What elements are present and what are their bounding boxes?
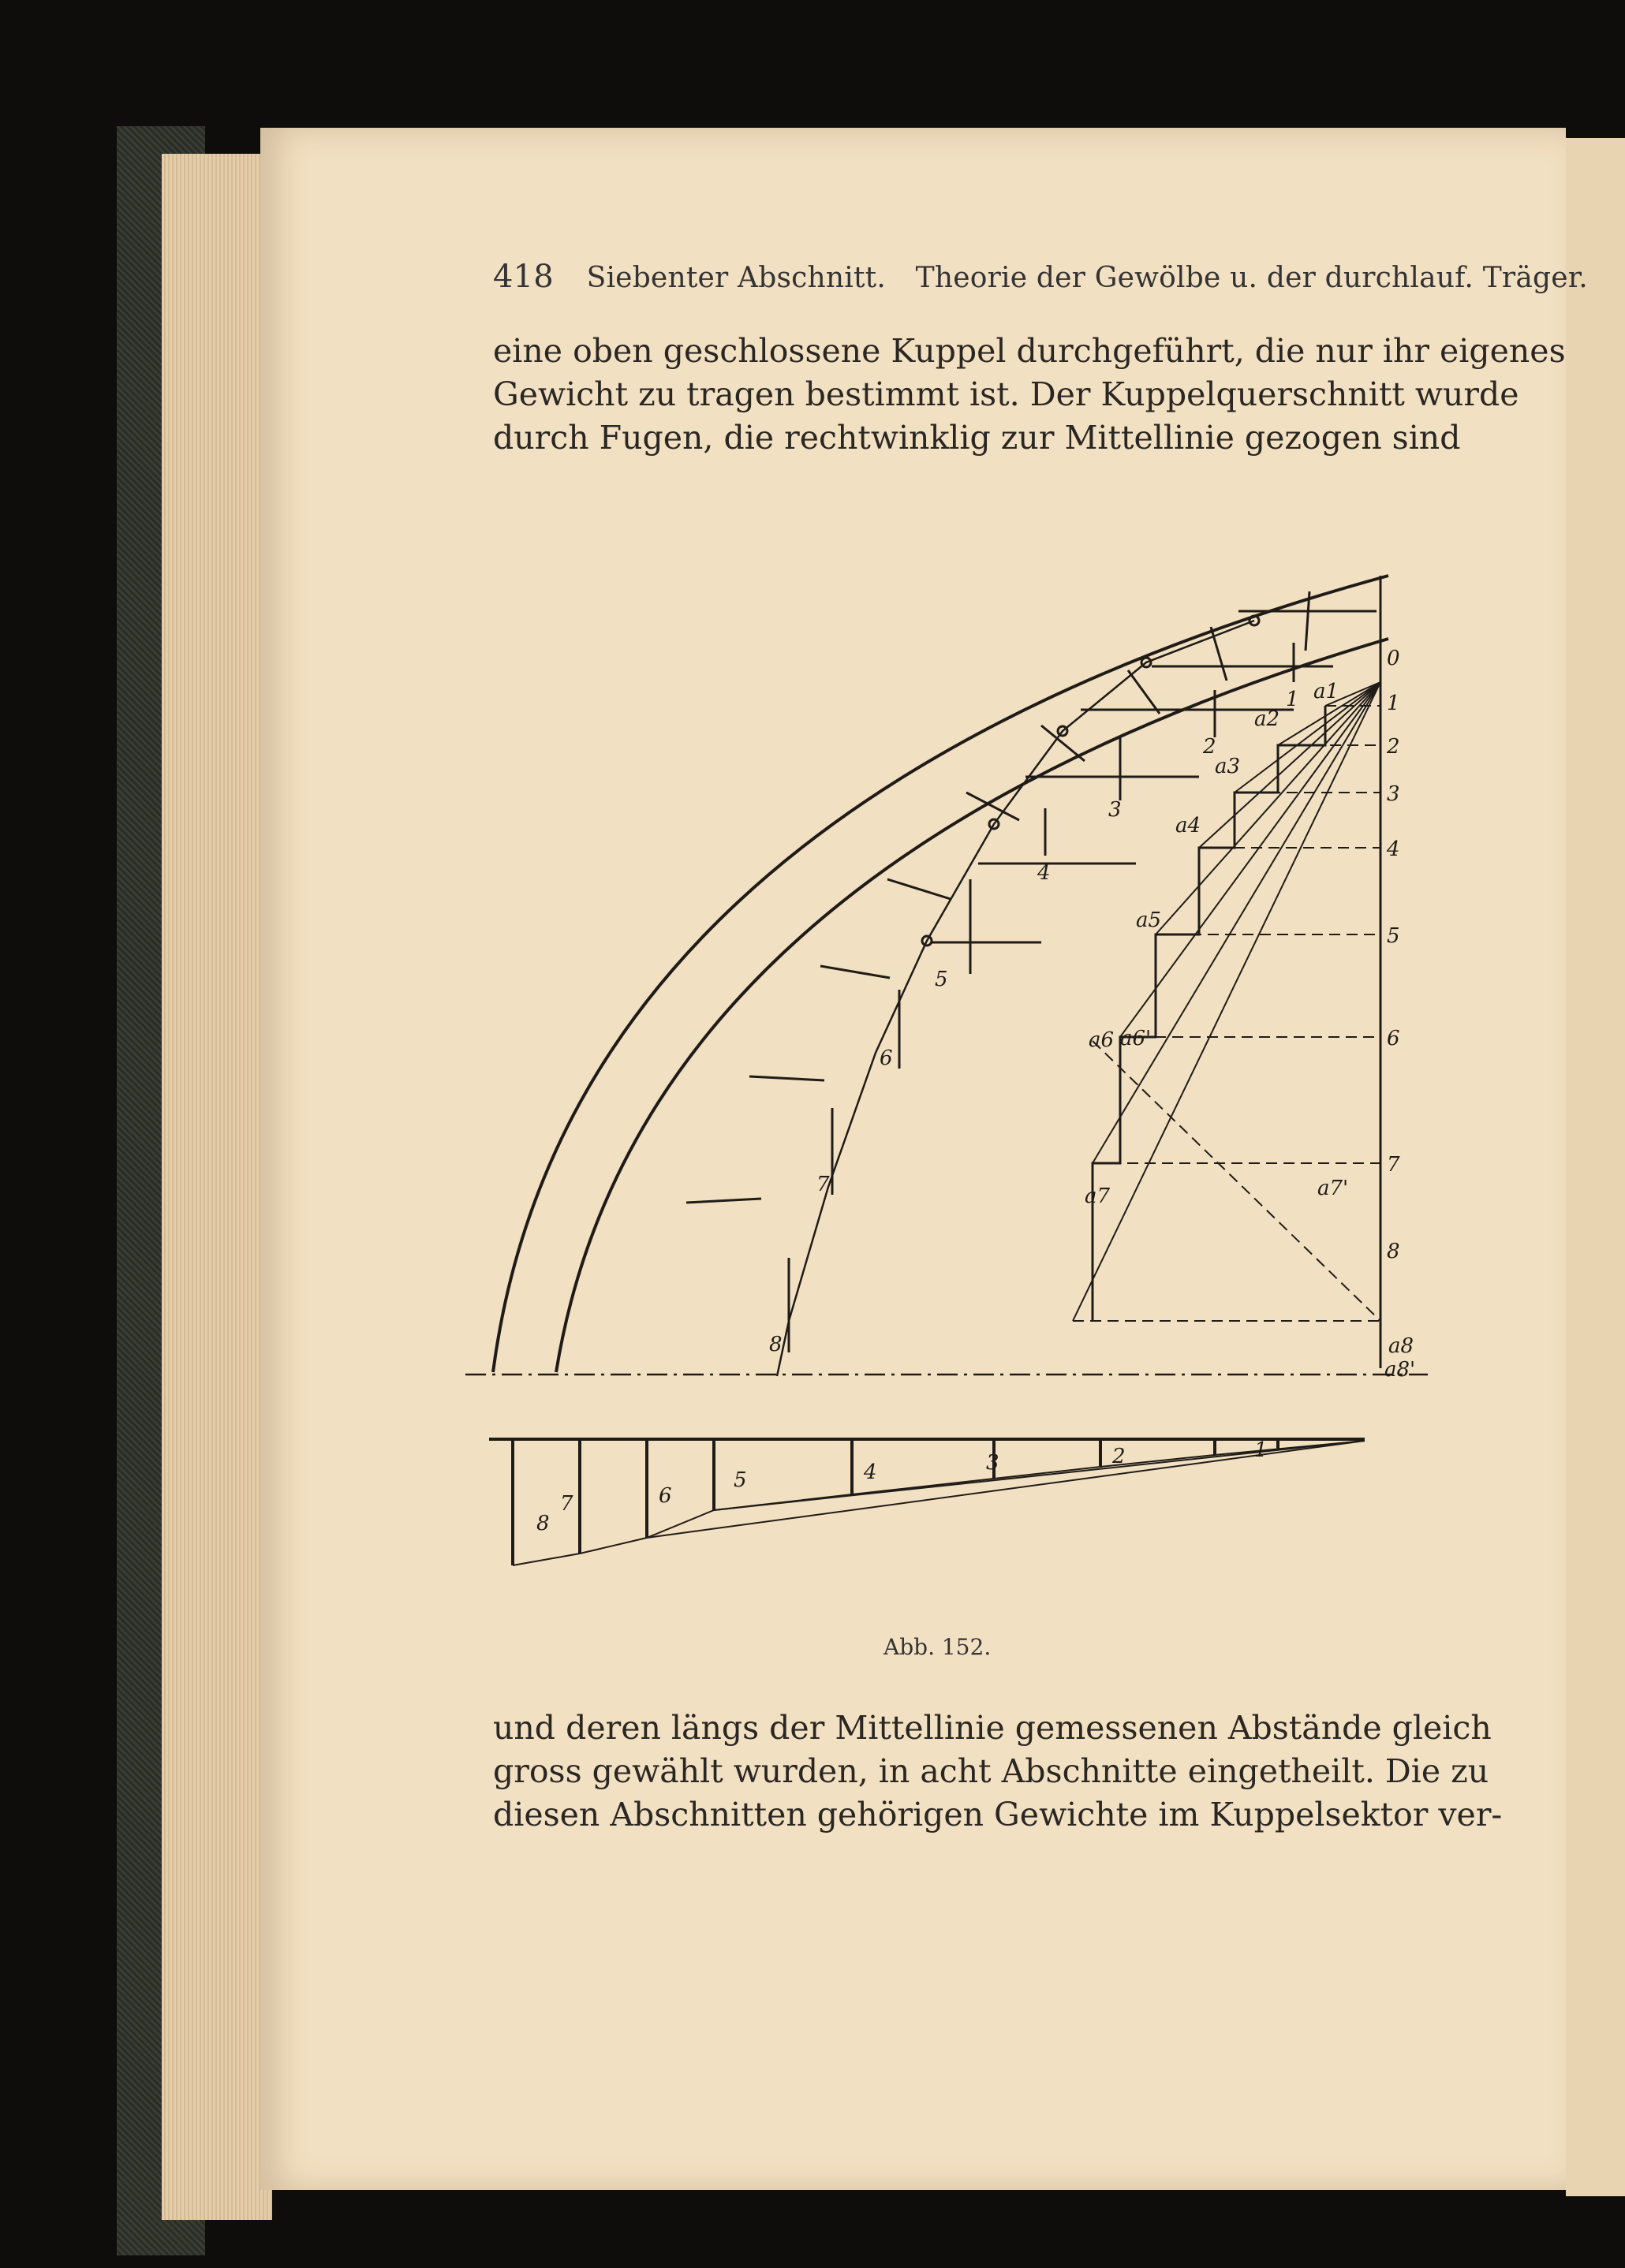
polygon-label: 7: [1387, 1153, 1400, 1177]
diagram-label: 3: [986, 1451, 999, 1475]
load-label: 6: [880, 1046, 893, 1070]
dome-joints: [686, 591, 1309, 1203]
section-title: Siebenter Abschnitt.: [586, 262, 886, 294]
load-label: 3: [1108, 798, 1122, 822]
diagram-label: 2: [1112, 1445, 1126, 1468]
point-label: a4: [1175, 814, 1201, 837]
load-label: 8: [769, 1333, 783, 1356]
text-line: eine oben geschlossene Kuppel durchgeführt, die nur ihr eigenes: [493, 332, 1566, 370]
page-edges: [162, 154, 272, 2220]
diagram-label: 5: [734, 1468, 747, 1492]
point-label: a6': [1120, 1027, 1152, 1050]
diagram-label: 4: [864, 1460, 877, 1484]
paragraph-bottom: [493, 1707, 1503, 1837]
text-line: gross gewählt wurden, in acht Abschnitte eingetheilt. Die zu: [493, 1752, 1489, 1790]
point-label: a7: [1085, 1184, 1111, 1208]
page-number: 418: [493, 259, 554, 295]
figure-labels: [536, 647, 1415, 1535]
polygon-label: 3: [1387, 782, 1400, 806]
diagram-label: 8: [536, 1512, 550, 1535]
diagram-label: 7: [560, 1492, 573, 1516]
diagram-label: 6: [659, 1484, 672, 1508]
text-line: und deren längs der Mittellinie gemessenen Abstände gleich: [493, 1709, 1492, 1747]
load-label: 5: [935, 968, 948, 991]
polygon-label: 0: [1387, 647, 1400, 670]
point-label: a8: [1388, 1334, 1414, 1358]
dome-diagram: [458, 564, 1436, 1656]
polygon-label: 8: [1387, 1240, 1400, 1263]
point-label: a5: [1136, 908, 1162, 932]
facing-page-edge: [1566, 138, 1625, 2196]
point-label: a7': [1317, 1177, 1349, 1200]
figure-caption: Abb. 152.: [883, 1634, 992, 1660]
text-line: diesen Abschnitten gehörigen Gewichte im Kuppelsektor ver-: [493, 1796, 1503, 1833]
polygon-label: 4: [1387, 837, 1400, 861]
polygon-label: 2: [1387, 735, 1400, 759]
point-label: a1: [1313, 680, 1339, 703]
load-label: 1: [1286, 688, 1299, 711]
point-label: a2: [1254, 707, 1280, 731]
polygon-label: 6: [1387, 1027, 1400, 1050]
dome-inner-arc: [556, 639, 1388, 1372]
load-label: 4: [1037, 861, 1051, 885]
diagram-label: 1: [1254, 1438, 1268, 1462]
load-label: 7: [816, 1173, 830, 1196]
polygon-label: 5: [1387, 924, 1400, 948]
load-distribution-diagram: [489, 1439, 1365, 1565]
chapter-title: Theorie der Gewölbe u. der durchlauf. Träger.: [915, 262, 1588, 294]
text-line: durch Fugen, die rechtwinklig zur Mittellinie gezogen sind: [493, 419, 1461, 457]
load-arrows: [789, 611, 1377, 1352]
point-label: a3: [1215, 755, 1241, 778]
running-header: [493, 259, 1588, 295]
polygon-label: 1: [1387, 692, 1400, 715]
load-label: 2: [1203, 735, 1216, 759]
paragraph-top: [493, 330, 1566, 460]
text-line: Gewicht zu tragen bestimmt ist. Der Kuppelquerschnitt wurde: [493, 375, 1519, 413]
point-label: a6: [1089, 1028, 1115, 1052]
point-label: a8': [1384, 1358, 1416, 1382]
